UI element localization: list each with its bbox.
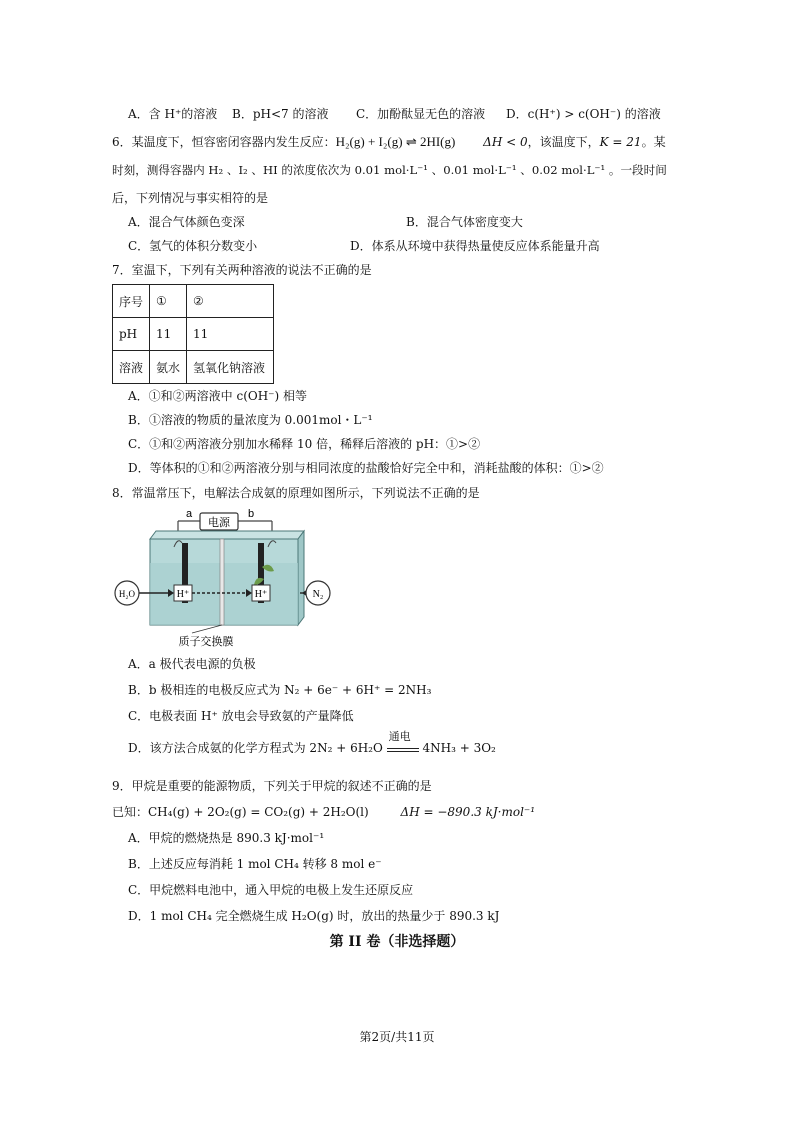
q9-equation: 已知：CH₄(g) + 2O₂(g) = CO₂(g) + 2H₂O(l) <box>112 805 369 819</box>
table-cell: pH <box>113 318 150 351</box>
n2-label: N₂ <box>312 589 324 600</box>
q8-stem: 8．常温常压下，电解法合成氨的原理如图所示，下列说法不正确的是 <box>112 486 480 500</box>
q9-option-c: C．甲烷燃料电池中，通入甲烷的电极上发生还原反应 <box>128 883 414 897</box>
q8-option-d-products: 4NH₃ + 3O₂ <box>422 741 496 755</box>
q6-k-value: K = 21 <box>599 135 642 149</box>
q6-option-b: B．混合气体密度变大 <box>406 215 523 229</box>
q9-option-a: A．甲烷的燃烧热是 890.3 kJ·mol⁻¹ <box>128 831 325 845</box>
power-source-label: 电源 <box>208 516 230 529</box>
q6-text-c: 。某 <box>641 135 666 149</box>
q6-option-c: C．氢气的体积分数变小 <box>128 239 258 253</box>
q9-known <box>112 804 535 820</box>
table-cell: 11 <box>150 318 187 351</box>
q5-option-a: A．含 H⁺的溶液 <box>128 107 218 121</box>
q7-option-a: A．①和②两溶液中 c(OH⁻) 相等 <box>128 389 308 403</box>
q8-option-c: C．电极表面 H⁺ 放电会导致氨的产量降低 <box>128 709 354 723</box>
q8-option-b: B．b 极相连的电极反应式为 N₂ + 6e⁻ + 6H⁺ = 2NH₃ <box>128 683 432 697</box>
table-cell: 溶液 <box>113 351 150 384</box>
q7-stem: 7．室温下，下列有关两种溶液的说法不正确的是 <box>112 263 372 277</box>
q6-option-d: D．体系从环境中获得热量使反应体系能量升高 <box>350 239 600 253</box>
table-cell: 氢氧化钠溶液 <box>187 351 274 384</box>
q7-option-c: C．①和②两溶液分别加水稀释 10 倍，稀释后溶液的 pH：①>② <box>128 437 481 451</box>
table-row <box>113 318 274 351</box>
table-cell: 氨水 <box>150 351 187 384</box>
h2o-label: H₂O <box>118 589 136 599</box>
q8-option-a: A．a 极代表电源的负极 <box>128 657 256 671</box>
condition-label: 通电 <box>388 730 411 743</box>
q6-text: 6．某温度下，恒容密闭容器内发生反应： <box>112 135 336 149</box>
q6-stem-line3: 后，下列情况与事实相符的是 <box>112 191 269 205</box>
q6-text-b: ，该温度下， <box>527 135 600 149</box>
q8-option-d-text: D．该方法合成氨的化学方程式为 2N₂ + 6H₂O <box>128 741 383 755</box>
q7-option-d: D．等体积的①和②两溶液分别与相同浓度的盐酸恰好完全中和，消耗盐酸的体积：①>② <box>128 461 604 475</box>
q7-table <box>112 284 274 384</box>
section-title: 第 II 卷（非选择题） <box>329 934 465 950</box>
table-row <box>113 351 274 384</box>
page-footer: 第2页/共11页 <box>359 1030 435 1044</box>
q6-stem-line1 <box>112 134 666 150</box>
q5-option-b: B．pH<7 的溶液 <box>232 107 329 121</box>
q5-option-d: D．c(H⁺) > c(OH⁻) 的溶液 <box>506 107 661 121</box>
q9-option-d: D．1 mol CH₄ 完全燃烧生成 H₂O(g) 时，放出的热量少于 890.3 kJ <box>128 909 500 923</box>
q9-option-b: B．上述反应每消耗 1 mol CH₄ 转移 8 mol e⁻ <box>128 857 382 871</box>
electrolysis-condition <box>387 730 419 752</box>
table-row <box>113 285 274 318</box>
membrane-label: 质子交换膜 <box>178 635 234 648</box>
q5-option-c: C．加酚酞显无色的溶液 <box>356 107 486 121</box>
q6-option-a: A．混合气体颜色变深 <box>128 215 245 229</box>
wire-label-a: a <box>186 508 193 520</box>
h-plus-right-label: H⁺ <box>254 589 268 600</box>
table-cell: 11 <box>187 318 274 351</box>
proton-exchange-membrane <box>220 539 224 625</box>
q7-option-b: B．①溶液的物质的量浓度为 0.001mol・L⁻¹ <box>128 413 373 427</box>
q6-enthalpy: ΔH < 0 <box>483 135 528 149</box>
h-plus-left-label: H⁺ <box>176 589 190 600</box>
table-cell: 序号 <box>113 285 150 318</box>
q8-option-d <box>128 730 496 756</box>
table-cell: ① <box>150 285 187 318</box>
q6-equation: H₂(g) + I₂(g) ⇌ 2HI(g) <box>335 134 456 149</box>
table-cell: ② <box>187 285 274 318</box>
q6-stem-line2: 时刻，测得容器内 H₂ 、I₂ 、HI 的浓度依次为 0.01 mol·L⁻¹ 、0.01 mol·L⁻¹ 、0.02 mol·L⁻¹ 。一段时间 <box>112 163 667 177</box>
wire-label-b: b <box>248 508 255 520</box>
q9-enthalpy: ΔH = −890.3 kJ·mol⁻¹ <box>400 805 536 819</box>
q9-stem: 9．甲烷是重要的能源物质，下列关于甲烷的叙述不正确的是 <box>112 779 432 793</box>
electrolysis-diagram <box>112 507 338 649</box>
